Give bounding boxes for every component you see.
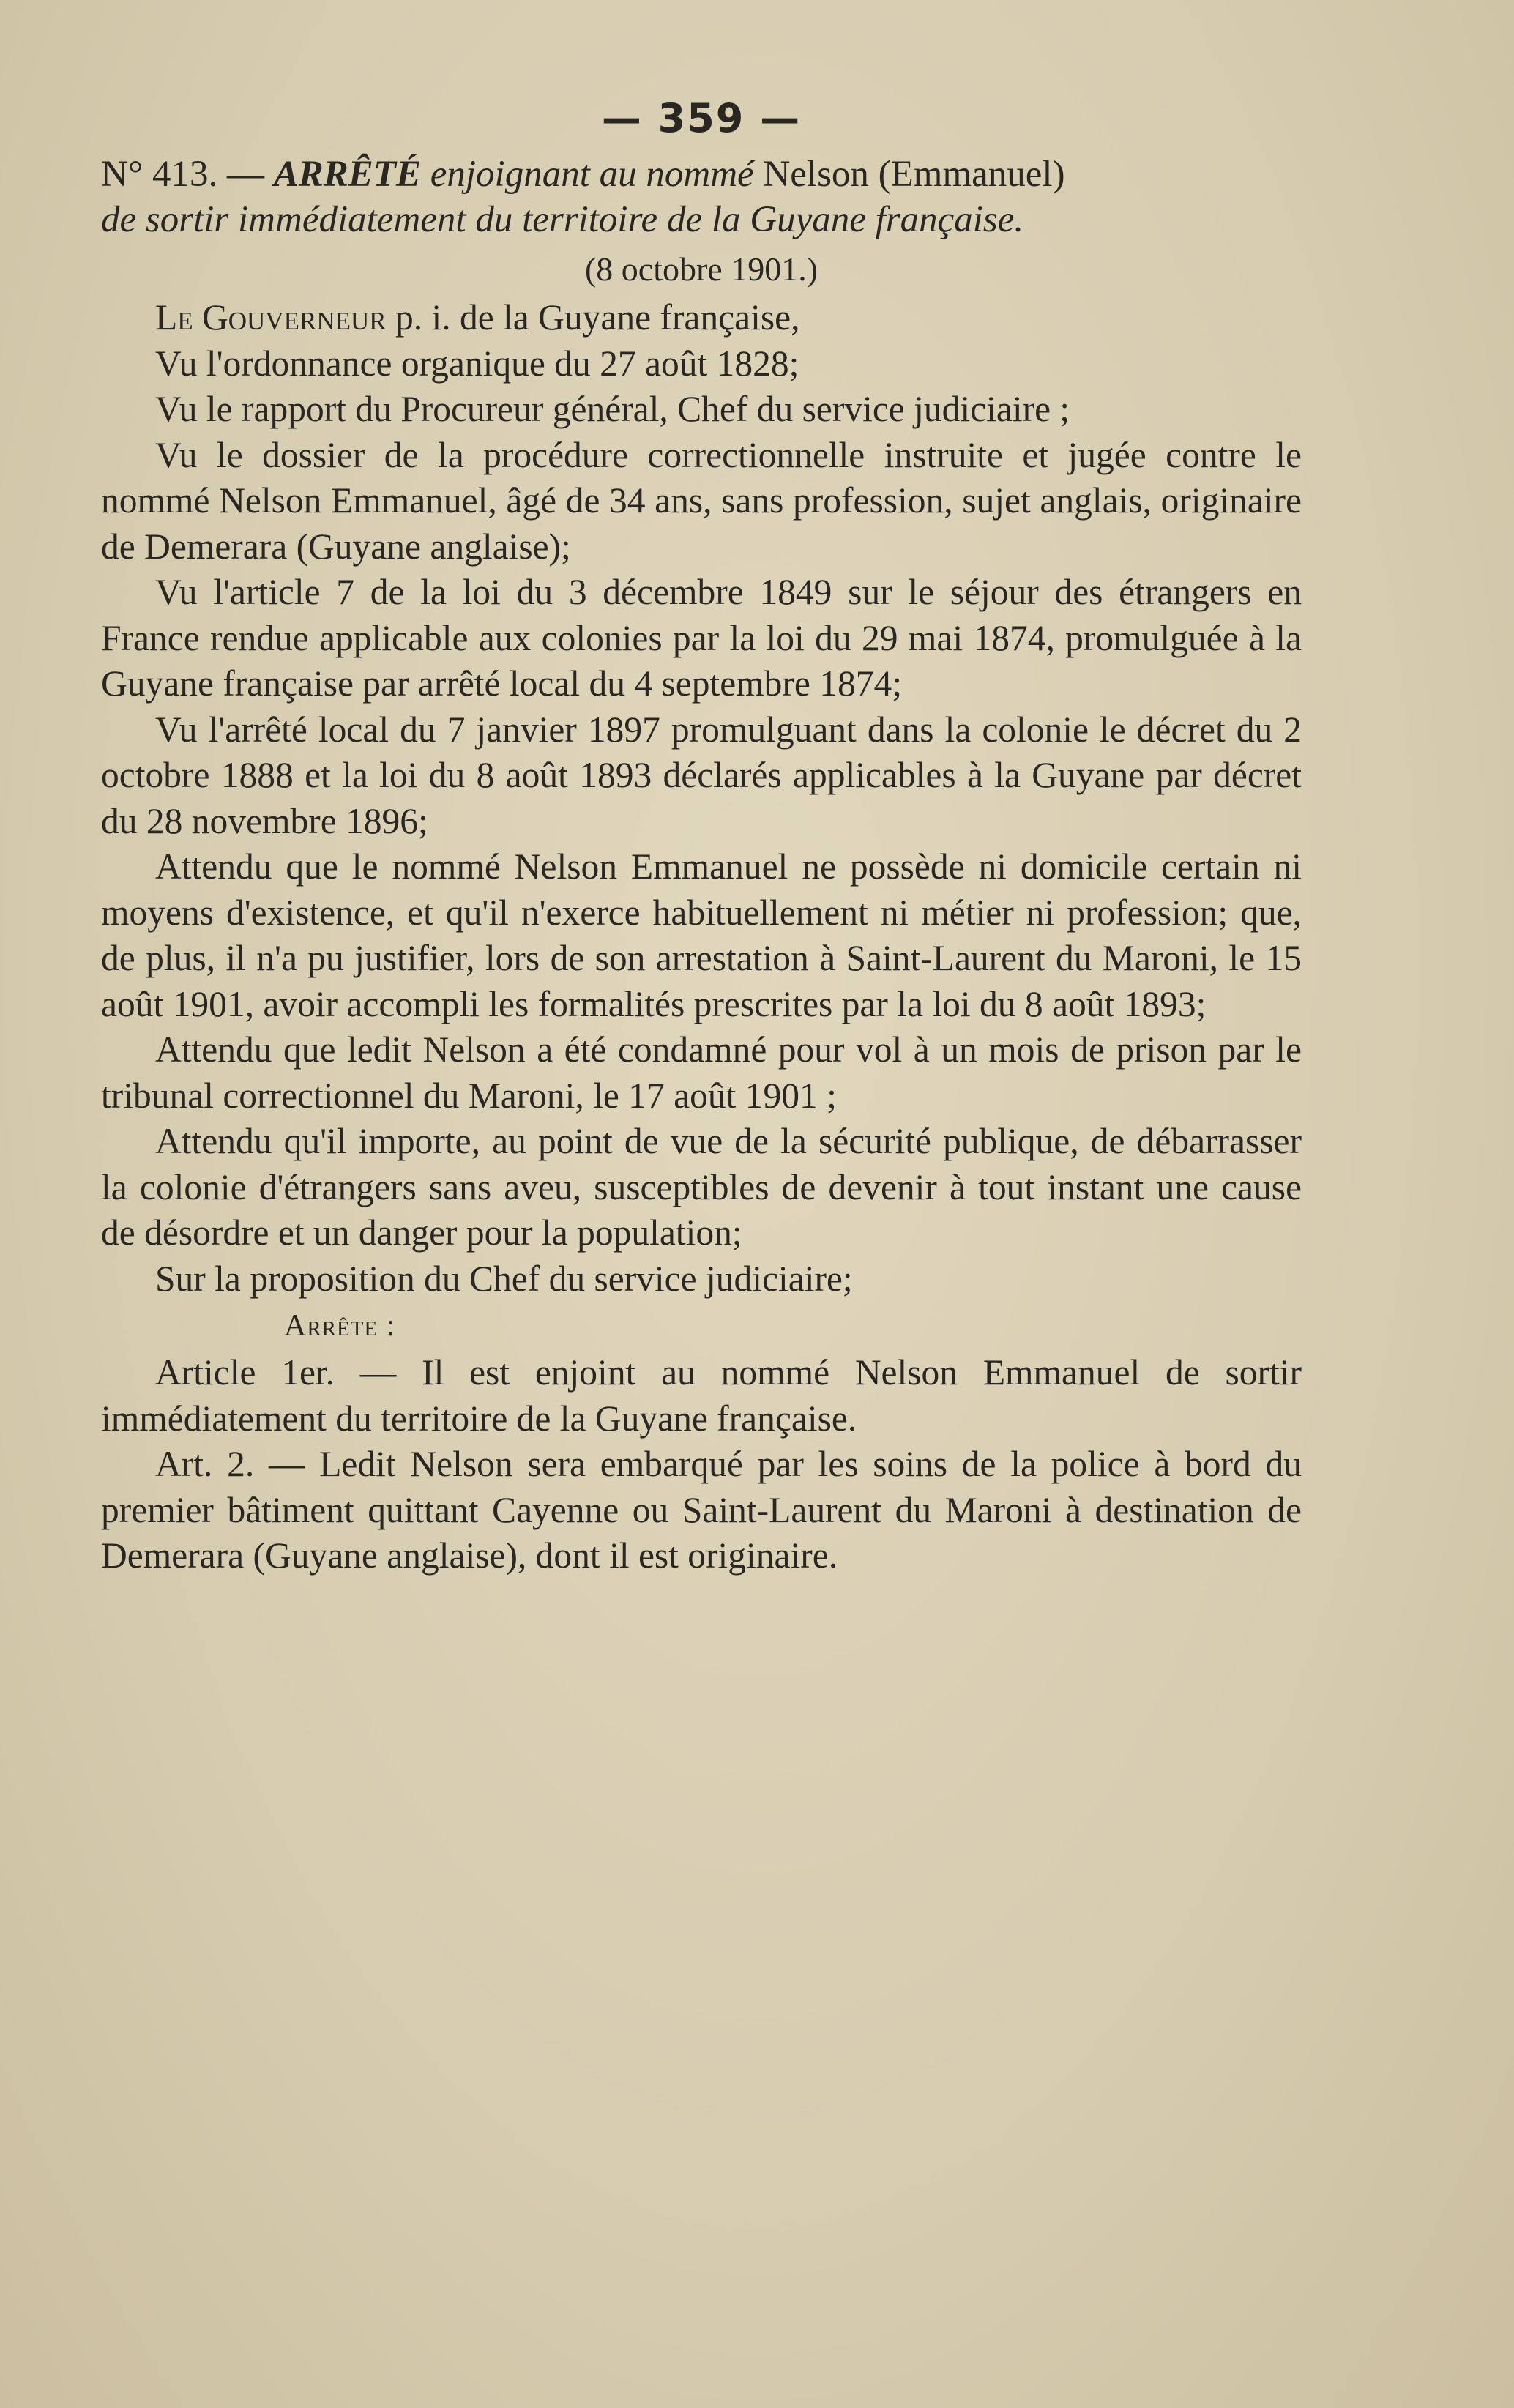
decree-heading-line2: de sortir immédiatement du territoire de la Guyane française. — [101, 199, 1024, 240]
paragraph: Vu le rapport du Procureur général, Chef du service judiciaire ; — [155, 389, 1070, 429]
article: Art. 2. — Ledit Nelson sera embarqué par les soins de la police à bord du premier bâtiment quittant Cayenne ou Saint-Laurent du Maroni à destination de Demerara (Guyane anglaise), dont il est originaire. — [101, 1444, 1302, 1576]
decree-date: (8 octobre 1901.) — [584, 250, 818, 288]
decree-keyword: ARRÊTÉ — [273, 154, 421, 195]
governor-rest: p. i. de la Guyane française, — [395, 297, 800, 338]
paragraph: Attendu que le nommé Nelson Emmanuel ne possède ni domicile certain ni moyens d'existence, et qu'il n'exerce habituellement ni métier ni profession; que, de plus, il n'a pu justifier, lors de son arrestation à Saint-Laurent du Maroni, le 15 août 1901, avoir accompli les formalités prescrites par la loi du 8 août 1893; — [101, 846, 1302, 1024]
paragraph: Vu l'arrêté local du 7 janvier 1897 promulguant dans la colonie le décret du 2 octobre 1888 et la loi du 8 août 1893 déclarés applicables à la Guyane par décret du 28 novembre 1896; — [101, 709, 1302, 841]
paragraph: Attendu que ledit Nelson a été condamné pour vol à un mois de prison par le tribunal correctionnel du Maroni, le 17 août 1901 ; — [101, 1029, 1302, 1116]
decree-person-name: Nelson (Emmanuel) — [763, 154, 1065, 195]
paragraph: Sur la proposition du Chef du service judiciaire; — [155, 1258, 853, 1299]
paragraph: Vu l'article 7 de la loi du 3 décembre 1849 sur le séjour des étrangers en France rendue applicable aux colonies par la loi du 29 mai 1874, promulguée à la Guyane française par arrêté local du 4 septembre 1874; — [101, 572, 1302, 704]
paragraph: Vu le dossier de la procédure correctionnelle instruite et jugée contre le nommé Nelson Emmanuel, âgé de 34 ans, sans profession, sujet anglais, originaire de Demerara (Guyane anglaise); — [101, 434, 1302, 567]
arrete-label: Arrête : — [284, 1309, 396, 1343]
governor-line — [101, 295, 1302, 341]
article: Article 1er. — Il est enjoint au nommé Nelson Emmanuel de sortir immédiatement du territoire de la Guyane française. — [101, 1352, 1302, 1439]
page-number: — 359 — — [601, 95, 802, 141]
decree-number: N° 413. — — [101, 154, 264, 195]
decree-lead: enjoignant au nommé — [430, 154, 754, 195]
paragraph: Vu l'ordonnance organique du 27 août 1828; — [155, 343, 799, 384]
document-page — [101, 95, 1302, 1579]
governor-title: Le Gouverneur — [155, 297, 387, 338]
paragraph: Attendu qu'il importe, au point de vue de la sécurité publique, de débarrasser la colonie d'étrangers sans aveu, susceptibles de devenir à tout instant une cause de désordre et un danger pour la population; — [101, 1121, 1302, 1253]
decree-heading — [101, 152, 1302, 197]
